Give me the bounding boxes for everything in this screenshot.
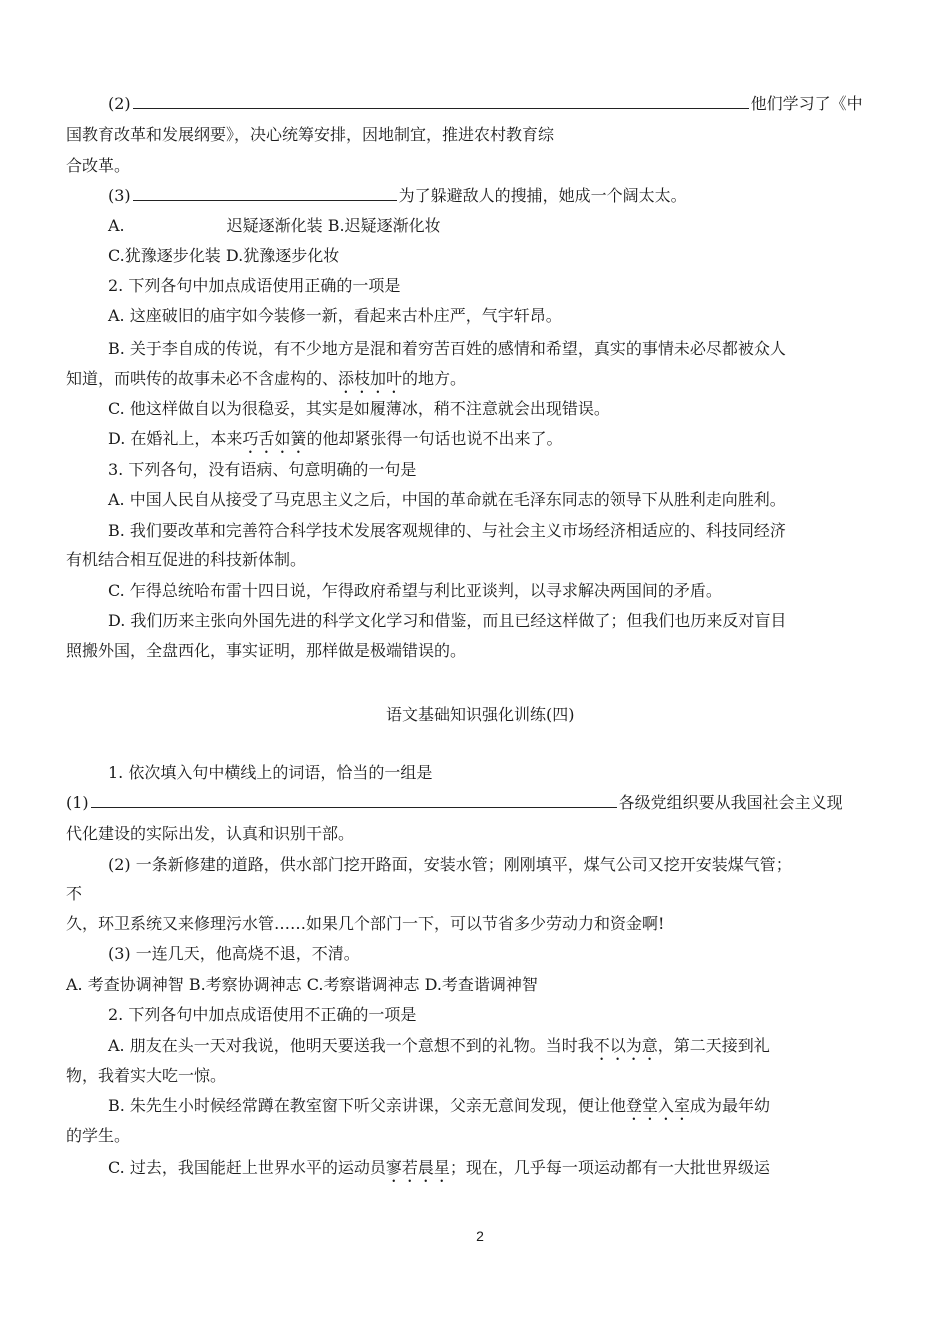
- question-heading: 1. 依次填入句中横线上的词语，恰当的一组是: [108, 763, 433, 782]
- text: 的地方。: [402, 369, 467, 388]
- text: A. 朋友在头一天对我说，他明天要送我一个意想不到的礼物。当时我: [108, 1036, 594, 1055]
- option-c: C. 他这样做自以为很稳妥，其实是如履薄冰，稍不注意就会出现错误。: [108, 399, 610, 418]
- text-line: 国教育改革和发展纲要》，决心统筹安排，因地制宜，推进农村教育综: [66, 125, 555, 144]
- option-b-cont: 有机结合相互促进的科技新体制。: [66, 550, 307, 569]
- option-b: B. 关于李自成的传说，有不少地方是混和着穷苦百姓的感情和希望，真实的事情未必尽都被众人: [108, 339, 786, 358]
- option-a: A. 中国人民自从接受了马克思主义之后，中国的革命就在毛泽东同志的领导下从胜利走向胜利。: [108, 490, 786, 509]
- text: 他们学习了《中: [750, 94, 863, 113]
- page-number: 2: [476, 1228, 484, 1244]
- dotted-idiom: 寥若晨星: [385, 1158, 450, 1177]
- text-line: (2) 一条新修建的道路，供水部门挖开路面，安装水管；刚刚填平，煤气公司又挖开安装煤气管；: [108, 855, 792, 874]
- option-b: B. 我们要改革和完善符合科学技术发展客观规律的、与社会主义市场经济相适应的、科技同经济: [108, 521, 786, 540]
- option-b-cont: 的学生。: [66, 1126, 131, 1145]
- section-title: 语文基础知识强化训练(四): [386, 705, 575, 724]
- text: ，第二天接到礼: [657, 1036, 770, 1055]
- text: B. 朱先生小时候经常蹲在教室窗下听父亲讲课，父亲无意间发现，便让他: [108, 1096, 626, 1115]
- item-number: (1): [66, 793, 89, 812]
- item-number: (2): [108, 94, 131, 113]
- q1-2-line: [108, 94, 863, 114]
- option-d-cont: 照搬外国，全盘西化，事实证明，那样做是极端错误的。: [66, 641, 467, 660]
- option-d: [108, 429, 562, 449]
- option-c: [108, 1158, 770, 1178]
- option-b-cont: [66, 369, 466, 389]
- fill-blank: [133, 94, 749, 109]
- dotted-idiom: 巧舌如簧: [242, 429, 307, 448]
- text: C. 过去，我国能赶上世界水平的运动员: [108, 1158, 386, 1177]
- text: 的他却紧张得一句话也说不出来了。: [306, 429, 563, 448]
- q1-3-line: [108, 186, 687, 206]
- text: ；现在，几乎每一项运动都有一大批世界级运: [449, 1158, 770, 1177]
- dotted-idiom: 不以为意: [593, 1036, 658, 1055]
- options-line: A. 考查协调神智 B.考察协调神志 C.考察谐调神志 D.考查谐调神智: [66, 975, 538, 994]
- text: 知道，而哄传的故事未必不含虚构的、: [66, 369, 339, 388]
- text-line: 合改革。: [66, 156, 131, 175]
- text: 为了躲避敌人的搜捕，她成一个阔太太。: [398, 186, 687, 205]
- option-c: C. 乍得总统哈布雷十四日说，乍得政府希望与利比亚谈判，以寻求解决两国间的矛盾。: [108, 581, 722, 600]
- option-a: [108, 1036, 770, 1056]
- text-line: (3) 一连几天，他高烧不退，不清。: [108, 944, 360, 963]
- item-number: (3): [108, 186, 131, 205]
- options-line: C.犹豫逐步化装 D.犹豫逐步化妆: [108, 246, 340, 265]
- question-heading: 2. 下列各句中加点成语使用正确的一项是: [108, 276, 401, 295]
- text: 各级党组织要从我国社会主义现: [618, 793, 843, 812]
- dotted-idiom: 添枝加叶: [338, 369, 403, 388]
- text-line: 不: [66, 884, 83, 903]
- option-label: A.: [108, 216, 125, 235]
- text: D. 在婚礼上，本来: [108, 429, 243, 448]
- fill-blank: [91, 793, 617, 808]
- options-line: [108, 216, 441, 236]
- option-d: D. 我们历来主张向外国先进的科学文化学习和借鉴，而且已经这样做了；但我们也历来反对盲目: [108, 611, 787, 630]
- options-text: 迟疑逐渐化装 B.迟疑逐渐化妆: [226, 216, 441, 235]
- text-line: 代化建设的实际出发，认真和识别干部。: [66, 824, 355, 843]
- option-b: [108, 1096, 770, 1116]
- question-heading: 2. 下列各句中加点成语使用不正确的一项是: [108, 1005, 417, 1024]
- question-heading: 3. 下列各句，没有语病、句意明确的一句是: [108, 460, 417, 479]
- fill-blank: [133, 186, 397, 201]
- option-a: A. 这座破旧的庙宇如今装修一新，看起来古朴庄严，气宇轩昂。: [108, 306, 562, 325]
- text: 成为最年幼: [689, 1096, 770, 1115]
- dotted-idiom: 登堂入室: [625, 1096, 690, 1115]
- text-line: 久，环卫系统又来修理污水管……如果几个部门一下，可以节省多少劳动力和资金啊!: [66, 914, 665, 933]
- q1-1-line: [66, 793, 843, 813]
- option-a-cont: 物，我着实大吃一惊。: [66, 1066, 227, 1085]
